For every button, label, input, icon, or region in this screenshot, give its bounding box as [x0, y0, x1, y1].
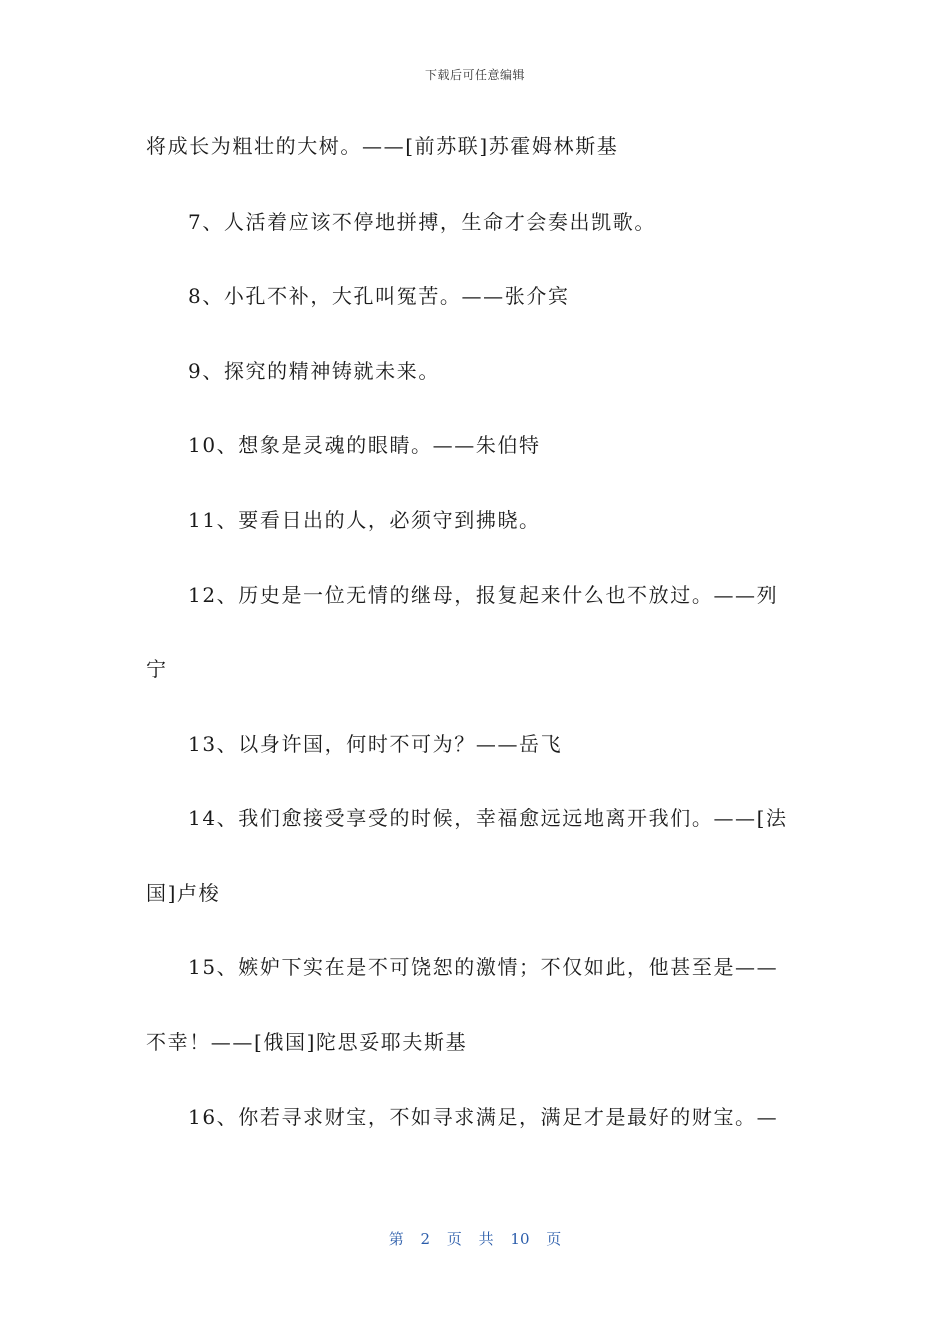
- footer-total-label: 共: [478, 1230, 494, 1248]
- text-line: 16、你若寻求财宝，不如寻求满足，满足才是最好的财宝。—: [188, 1105, 779, 1129]
- footer-page-number: 2: [420, 1230, 431, 1248]
- text-line: 11、要看日出的人，必须守到拂晓。: [188, 508, 541, 532]
- text-line: 14、我们愈接受享受的时候，幸福愈远远地离开我们。——[法: [188, 806, 788, 830]
- text-line: 7、人活着应该不停地拼搏，生命才会奏出凯歌。: [188, 210, 656, 234]
- text-line: 12、历史是一位无情的继母，报复起来什么也不放过。——列: [188, 583, 779, 607]
- footer-page-label: 第: [388, 1230, 404, 1248]
- page-header-note: 下载后可任意编辑: [424, 68, 525, 82]
- footer-total-unit: 页: [546, 1230, 562, 1248]
- text-line: 宁: [146, 657, 168, 681]
- text-line: 10、想象是灵魂的眼睛。——朱伯特: [188, 433, 541, 457]
- text-line: 8、小孔不补，大孔叫冤苦。——张介宾: [188, 284, 570, 308]
- text-line: 13、以身许国，何时不可为？——岳飞: [188, 732, 563, 756]
- page-footer: [0, 1228, 950, 1249]
- text-line: 15、嫉妒下实在是不可饶恕的激情；不仅如此，他甚至是——: [188, 955, 779, 979]
- text-line: 将成长为粗壮的大树。——[前苏联]苏霍姆林斯基: [146, 134, 619, 158]
- text-line: 9、探究的精神铸就未来。: [188, 359, 440, 383]
- text-line: 国]卢梭: [146, 881, 221, 905]
- footer-page-unit: 页: [446, 1230, 462, 1248]
- text-line: 不幸！——[俄国]陀思妥耶夫斯基: [146, 1030, 468, 1054]
- footer-total-pages: 10: [510, 1230, 530, 1248]
